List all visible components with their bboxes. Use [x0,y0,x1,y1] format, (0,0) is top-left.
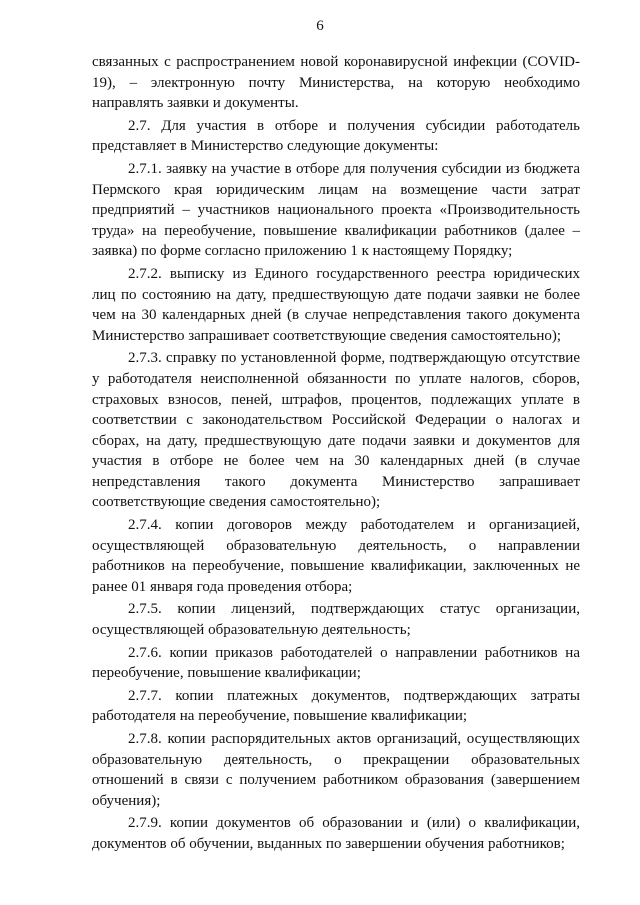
paragraph-2-7: 2.7. Для участия в отборе и получения субсидии работодатель представляет в Министерство следующие документы: [92,117,580,155]
paragraph-2-7-2: 2.7.2. выписку из Единого государственного реестра юридических лиц по состоянию на дату, предшествующую дате подачи заявки не более чем на 30 календарных дней (в случае непредставления такого документа Министерство запрашивает соответствующие сведения самостоятельно); [92,265,580,344]
paragraph-continuation: связанных с распространением новой коронавирусной инфекции (COVID-19), – электронную почту Министерства, на которую необходимо направлять заявки и документы. [92,54,580,112]
paragraph-2-7-6: 2.7.6. копии приказов работодателей о направлении работников на переобучение, повышение квалификации; [92,644,580,682]
paragraph-2-7-8: 2.7.8. копии распорядительных актов организаций, осуществляющих образовательную деятельность, о прекращении образовательных отношений в связи с получением работником образования (завершением обучения); [92,731,580,809]
paragraph-2-7-3: 2.7.3. справку по установленной форме, подтверждающую отсутствие у работодателя неисполненной обязанности по уплате налогов, сборов, страховых взносов, пеней, штрафов, процентов, подлежащих уплате в соответствии с законодательством Российской Федерации о налогах и сборах, на дату, предшествующую дате подачи заявки и документов для участия в отборе не более чем на 30 календарных дней (в случае непредставления такого документа Министерство запрашивает соответствующие сведения самостоятельно); [92,350,580,511]
paragraph-2-7-9: 2.7.9. копии документов об образовании и (или) о квалификации, документов об обучении, выданных по завершении обучения работников; [92,815,580,852]
paragraph-2-7-7: 2.7.7. копии платежных документов, подтверждающих затраты работодателя на переобучение, повышение квалификации; [92,687,580,725]
paragraph-2-7-5: 2.7.5. копии лицензий, подтверждающих статус организации, осуществляющей образовательную деятельность; [92,601,580,639]
page-number: 6 [316,18,324,34]
document-body [92,52,580,857]
paragraph-2-7-1: 2.7.1. заявку на участие в отборе для получения субсидии из бюджета Пермского края юридическим лицам на возмещение части затрат предприятий – участников национального проекта «Производительность труда» на переобучение, повышение квалификации работников (далее – заявка) по форме согласно приложению 1 к настоящему Порядку; [92,160,580,260]
paragraph-2-7-4: 2.7.4. копии договоров между работодателем и организацией, осуществляющей образовательную деятельность, о направлении работников на переобучение, повышение квалификации, заключенных не ранее 01 января года проведения отбора; [92,517,580,595]
